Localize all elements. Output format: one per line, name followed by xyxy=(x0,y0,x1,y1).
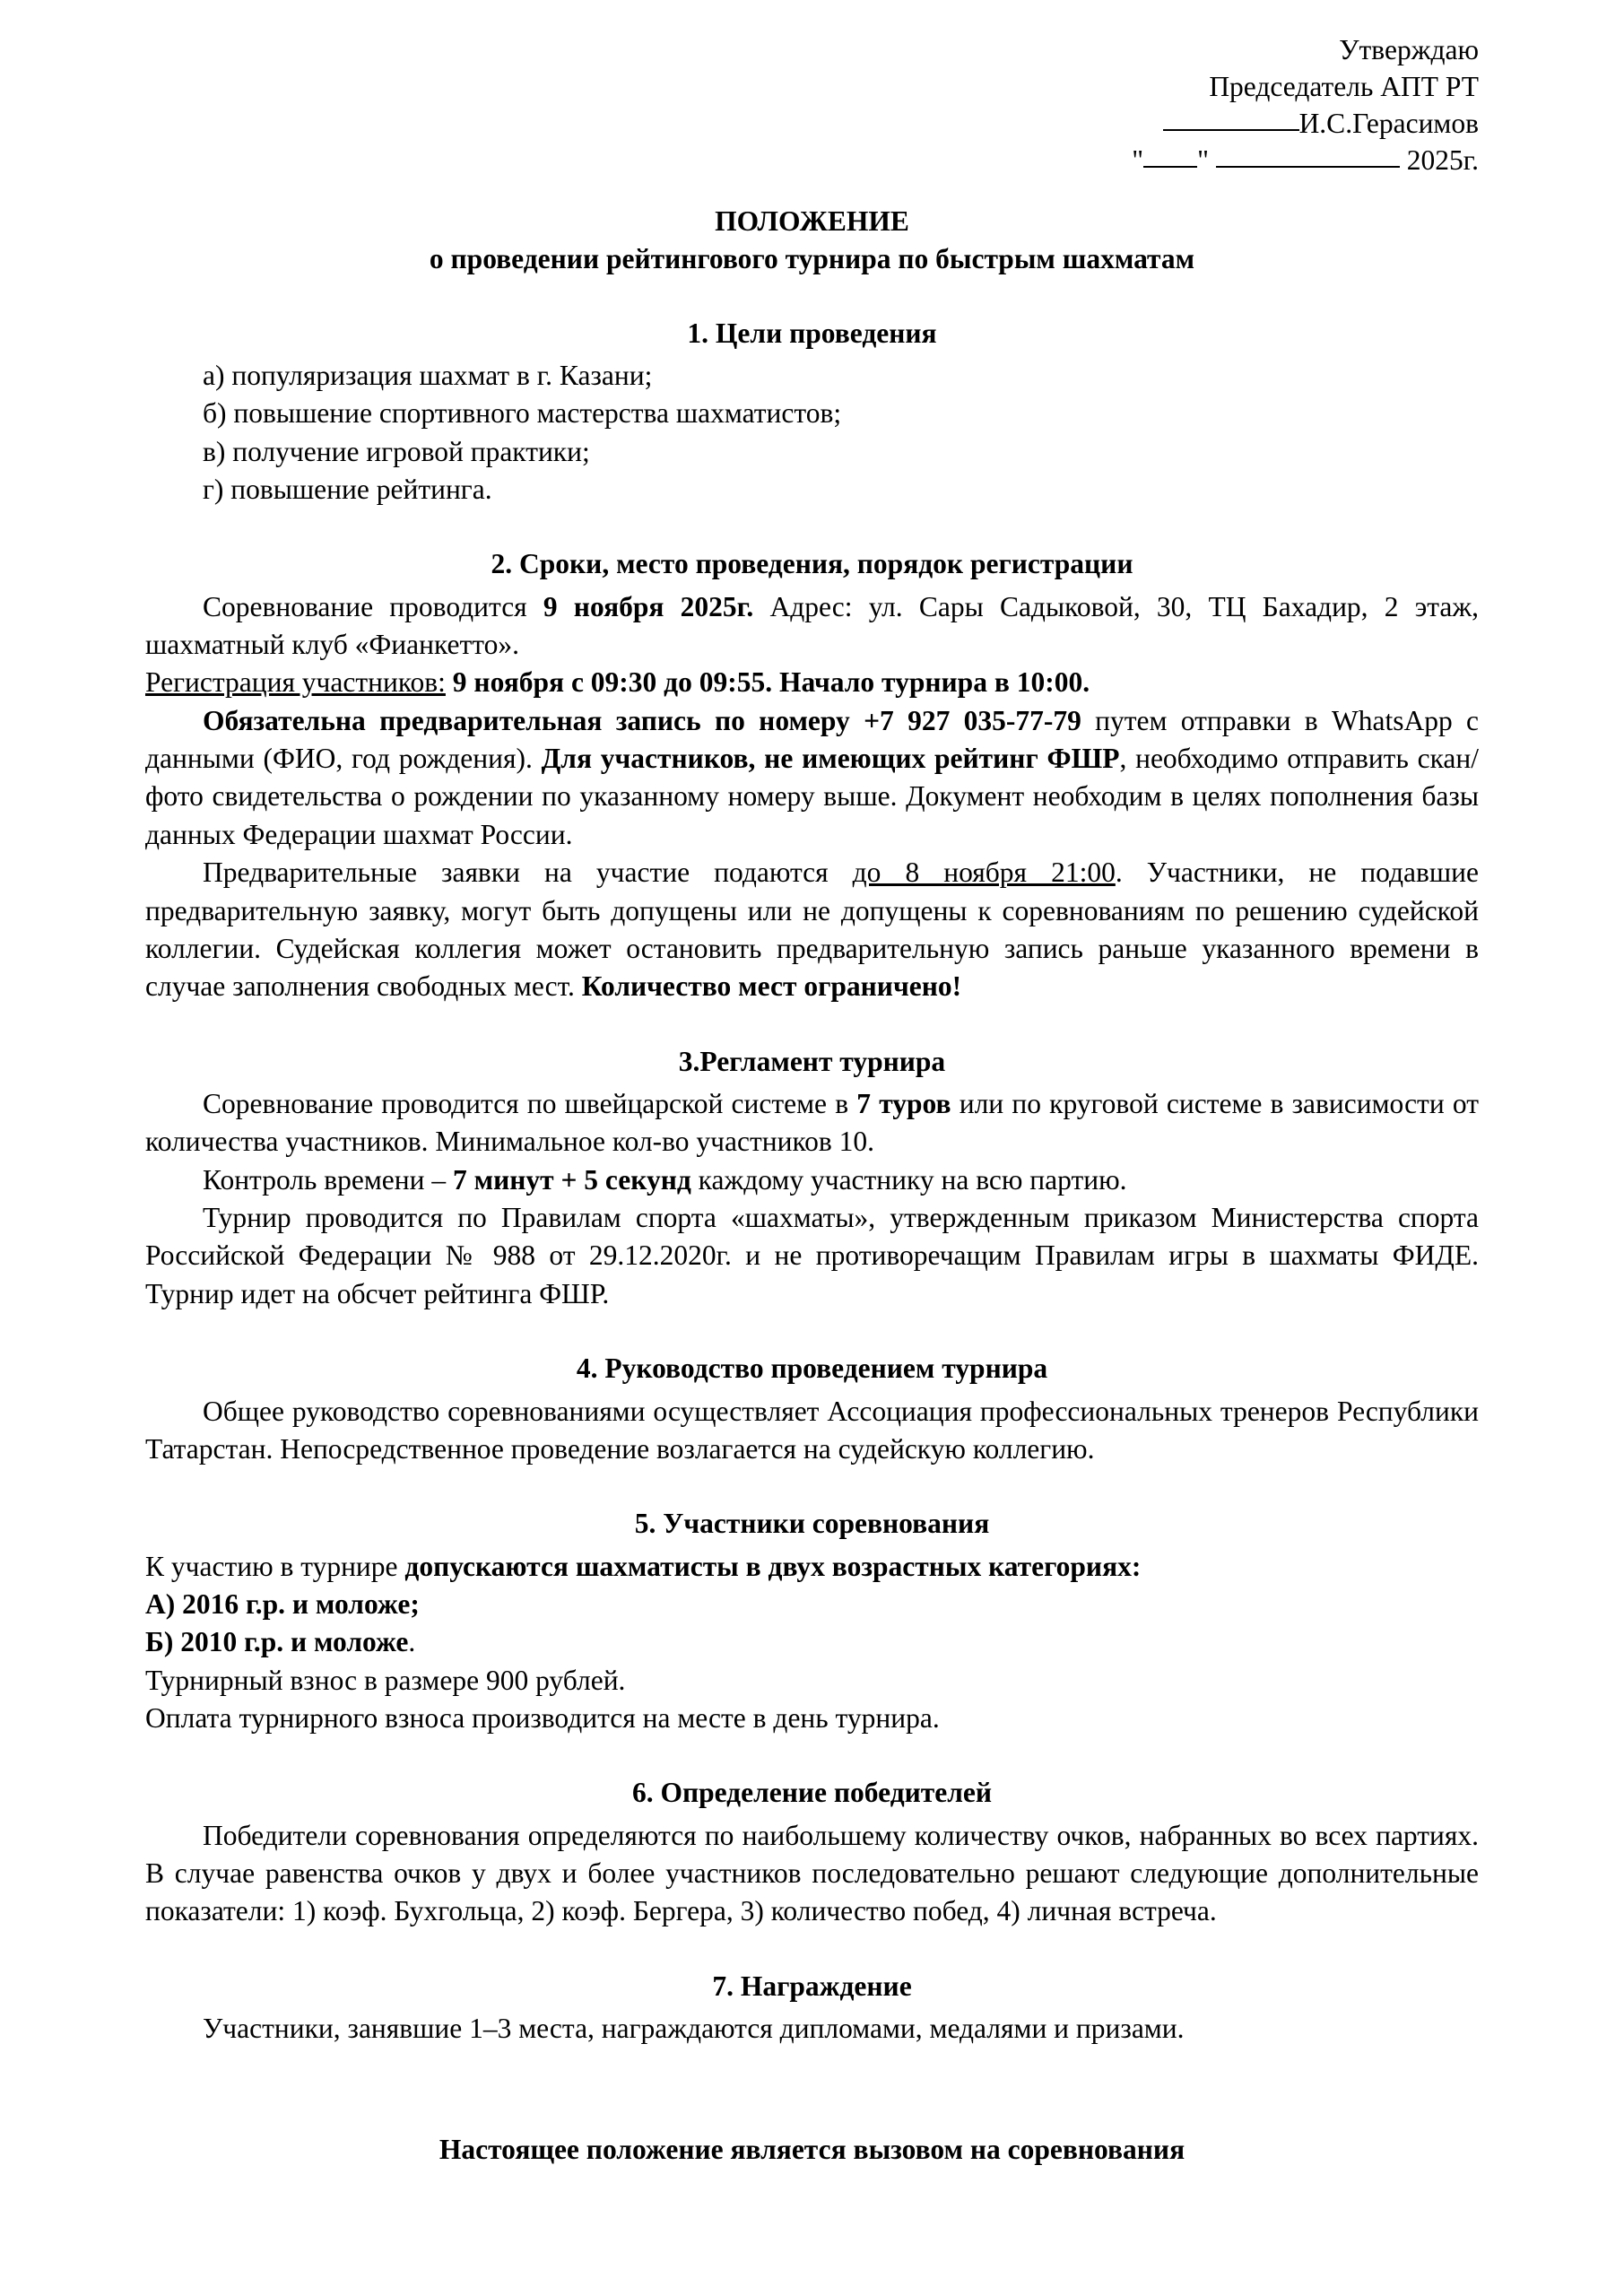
approval-signature-line xyxy=(145,106,1479,143)
page-title: ПОЛОЖЕНИЕ xyxy=(715,204,909,237)
section2-paragraph-registration xyxy=(145,664,1479,701)
section2-paragraph-venue xyxy=(145,588,1479,665)
timecontrol-lead: Контроль времени – xyxy=(203,1163,453,1196)
date-month-rule xyxy=(1216,166,1400,168)
system-tail: или по круговой системе в зависимости от количества участников. Минимальное кол-во участников 10. xyxy=(145,1088,1479,1158)
goal-item-a: а) популяризация шахмат в г. Казани; xyxy=(203,359,653,391)
preliminary-deadline: до 8 ноября 21:00 xyxy=(852,857,1116,889)
goal-item-d: г) повышение рейтинга. xyxy=(203,473,492,505)
section-heading-6: 6. Определение победителей xyxy=(631,1777,993,1809)
preliminary-rules: . Участники, не подавшие предварительную заявку, могут быть допущены или не допущены к соревнованиям по решению судейской коллегии. Судейская коллегия может остановить предварительную запись раньше указанного времени в случае заполнения свободных мест. xyxy=(145,857,1479,1003)
section3-paragraph-timecontrol xyxy=(145,1161,1479,1199)
approval-block xyxy=(145,32,1479,179)
footer-invitation-note: Настоящее положение является вызовом на соревнования xyxy=(439,2133,1185,2165)
system-lead: Соревнование проводится по швейцарской системе в xyxy=(203,1088,857,1119)
section-heading-7: 7. Награждение xyxy=(712,1970,912,2002)
age-category-b xyxy=(145,1623,1479,1661)
document-body xyxy=(145,315,1479,2169)
section-heading-3: 3.Регламент турнира xyxy=(678,1045,946,1077)
section7-paragraph-awards: Участники, занявшие 1–3 места, награждаются дипломами, медалями и призами. xyxy=(203,2013,1185,2045)
approval-line-utverzhdayu: Утверждаю xyxy=(1339,34,1479,65)
section2-paragraph-preliminary xyxy=(145,854,1479,1005)
section-heading-5: 5. Участники соревнования xyxy=(634,1508,990,1540)
venue-address: Адрес: ул. Сары Садыковой, 30, ТЦ Бахадир, 2 этаж, шахматный клуб «Фианкетто». xyxy=(145,590,1479,661)
timecontrol-tail: каждому участнику на всю партию. xyxy=(690,1163,1127,1196)
eligibility-categories-label: допускаются шахматисты в двух возрастных категориях: xyxy=(404,1550,1142,1582)
signature-name: И.С.Герасимов xyxy=(1298,107,1479,139)
signature-rule xyxy=(1163,129,1299,131)
preliminary-lead: Предварительные заявки на участие подаются xyxy=(203,857,853,889)
eligibility-lead: К участию в турнире xyxy=(145,1550,405,1582)
section3-paragraph-system xyxy=(145,1085,1479,1161)
date-quote-open: " xyxy=(1132,144,1144,176)
signup-phone-statement: Обязательна предварительная запись по номеру +7 927 035-77-79 xyxy=(203,704,1081,736)
registration-times: 9 ноября с 09:30 до 09:55. Начало турнира в 10:00. xyxy=(445,666,1090,699)
section-heading-4: 4. Руководство проведением турнира xyxy=(576,1352,1048,1385)
goal-item-c: в) получение игровой практики; xyxy=(203,435,590,467)
date-year: 2025г. xyxy=(1406,144,1479,176)
goal-item-b: б) повышение спортивного мастерства шахматистов; xyxy=(203,397,842,430)
section2-paragraph-signup xyxy=(145,702,1479,854)
age-category-b-tail: . xyxy=(408,1626,416,1658)
section-heading-2: 2. Сроки, место проведения, порядок регистрации xyxy=(491,548,1133,580)
limited-seats-notice: Количество мест ограничено! xyxy=(581,970,962,1003)
entry-fee-text: Турнирный взнос в размере 900 рублей. xyxy=(145,1664,626,1696)
section3-paragraph-rules: Турнир проводится по Правилам спорта «шахматы», утвержденным приказом Министерства спорта Российской Федерации № 988 от 29.12.2020г. и не противоречащим Правилам игры в шахматы ФИДЕ. Турнир идет на обсчет рейтинга ФШР. xyxy=(145,1202,1479,1309)
approval-date-line xyxy=(145,143,1479,179)
section4-paragraph-management: Общее руководство соревнованиями осуществляет Ассоциация профессиональных тренеров Республики Татарстан. Непосредственное проведение возлагается на судейскую коллегию. xyxy=(145,1395,1479,1465)
no-rating-participants-label: Для участников, не имеющих рейтинг ФШР xyxy=(541,743,1120,775)
timecontrol-value: 7 минут + 5 секунд xyxy=(452,1163,691,1196)
signup-whatsapp-text: путем отправки в WhatsApp с данными (ФИО, год рождения). xyxy=(145,704,1479,775)
page-subtitle: о проведении рейтингового турнира по быстрым шахматам xyxy=(429,242,1195,274)
section6-paragraph-tiebreaks: Победители соревнования определяются по наибольшему количеству очков, набранных во всех партиях. В случае равенства очков у двух и более участников последовательно решают следующие дополнительные показатели: 1) коэф. Бухгольца, 2) коэф. Бергера, 3) количество побед, 4) личная встреча. xyxy=(145,1819,1479,1927)
entry-fee-payment-text: Оплата турнирного взноса производится на месте в день турнира. xyxy=(145,1702,940,1735)
date-quote-close: " xyxy=(1197,144,1209,176)
event-date: 9 ноября 2025г. xyxy=(543,590,754,622)
section5-paragraph-eligibility xyxy=(145,1548,1479,1586)
venue-text-lead: Соревнование проводится xyxy=(203,590,543,622)
section-heading-1: 1. Цели проведения xyxy=(687,317,937,349)
birth-certificate-text: , необходимо отправить скан/фото свидетельства о рождении по указанному номеру выше. Документ необходим в целях пополнения базы данных Федерации шахмат России. xyxy=(145,743,1479,850)
date-day-rule xyxy=(1143,166,1197,168)
rounds-count: 7 туров xyxy=(856,1088,951,1119)
age-category-a: А) 2016 г.р. и моложе; xyxy=(145,1587,420,1620)
age-category-b-bold: Б) 2010 г.р. и моложе xyxy=(145,1626,409,1658)
approval-line-chairman: Председатель АПТ РТ xyxy=(1209,70,1479,102)
registration-label: Регистрация участников: xyxy=(145,666,446,699)
